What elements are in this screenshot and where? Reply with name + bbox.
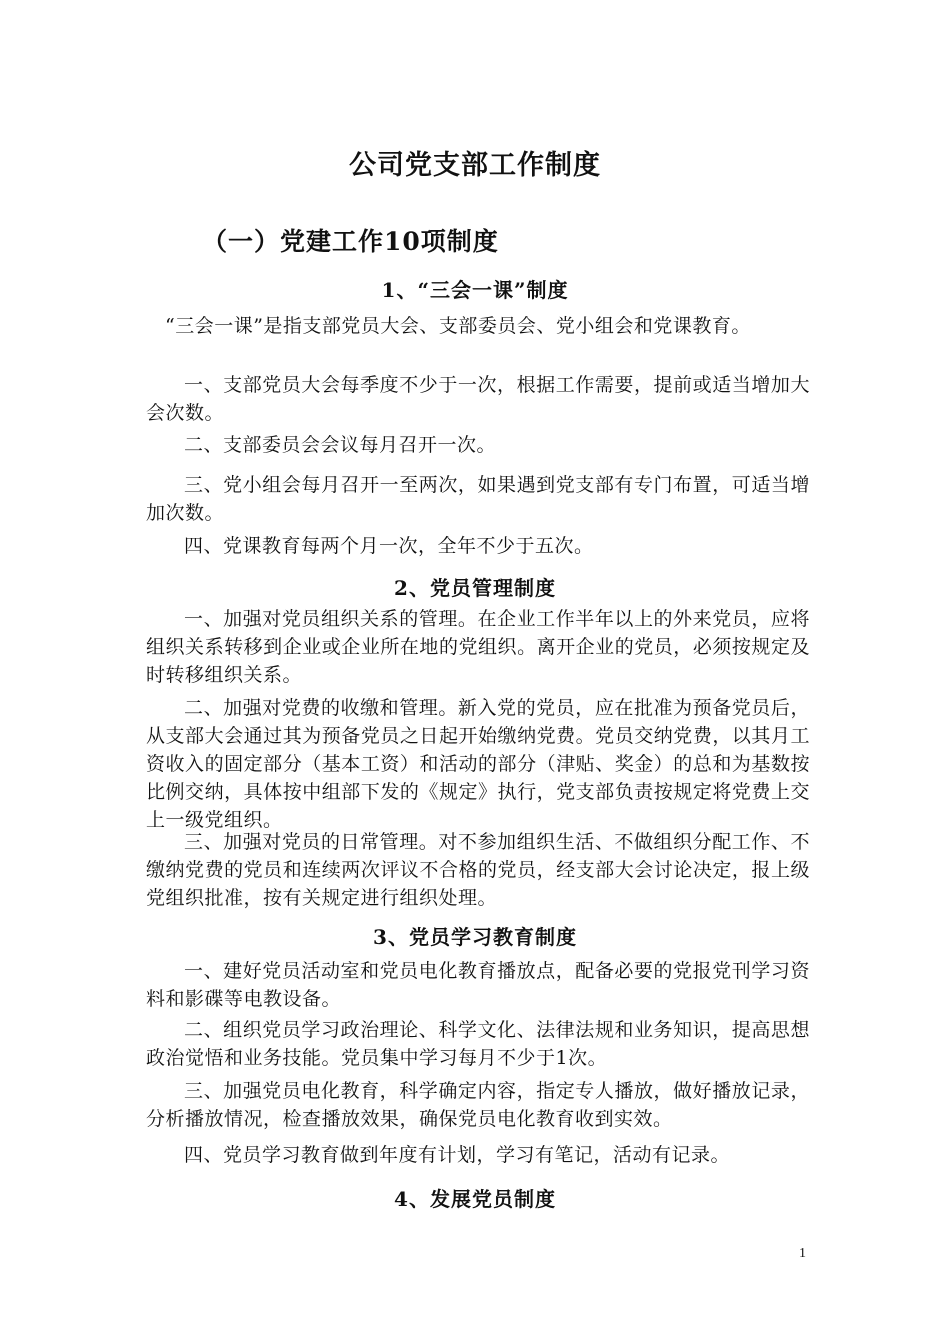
section-2-paragraph: 三、加强对党员的日常管理。对不参加组织生活、不做组织分配工作、不缴纳党费的党员和连续两次评议不合格的党员，经支部大会讨论决定，报上级党组织批准，按有关规定进行组织处理。 [146, 831, 810, 909]
section-3-paragraph: 四、党员学习教育做到年度有计划，学习有笔记，活动有记录。 [184, 1144, 731, 1166]
page-title: 公司党支部工作制度 [349, 150, 601, 181]
section-1-paragraph: “三会一课”是指支部党员大会、支部委员会、党小组会和党课教育。 [165, 315, 751, 337]
section-1-paragraph: 二、支部委员会会议每月召开一次。 [184, 434, 497, 456]
section-2-paragraph: 一、加强对党员组织关系的管理。在企业工作半年以上的外来党员，应将组织关系转移到企业或企业所在地的党组织。离开企业的党员，必须按规定及时转移组织关系。 [146, 608, 810, 686]
section-1-paragraph: 三、党小组会每月召开一至两次，如果遇到党支部有专门布置，可适当增加次数。 [146, 474, 810, 524]
section-heading-3: 3、党员学习教育制度 [373, 925, 577, 949]
section-heading-2: 2、党员管理制度 [394, 576, 556, 600]
page-subtitle: （一）党建工作10项制度 [202, 227, 499, 256]
section-2-paragraph: 二、加强对党费的收缴和管理。新入党的党员，应在批准为预备党员后，从支部大会通过其为预备党员之日起开始缴纳党费。党员交纳党费，以其月工资收入的固定部分（基本工资）和活动的部分（津贴、奖金）的总和为基数按比例交纳，具体按中组部下发的《规定》执行，党支部负责按规定将党费上交上一级党组织。 [146, 697, 810, 831]
section-heading-4: 4、发展党员制度 [394, 1187, 556, 1211]
page-number: 1 [799, 1246, 806, 1261]
section-3-paragraph: 二、组织党员学习政治理论、科学文化、法律法规和业务知识，提高思想政治觉悟和业务技能。党员集中学习每月不少于1次。 [146, 1019, 810, 1069]
section-heading-1: 1、“三会一课”制度 [381, 278, 569, 302]
section-3-paragraph: 三、加强党员电化教育，科学确定内容，指定专人播放，做好播放记录，分析播放情况，检查播放效果，确保党员电化教育收到实效。 [146, 1080, 810, 1130]
section-1-paragraph: 一、支部党员大会每季度不少于一次，根据工作需要，提前或适当增加大会次数。 [146, 374, 810, 424]
section-3-paragraph: 一、建好党员活动室和党员电化教育播放点，配备必要的党报党刊学习资料和影碟等电教设备。 [146, 960, 810, 1010]
section-1-paragraph: 四、党课教育每两个月一次，全年不少于五次。 [184, 535, 594, 557]
